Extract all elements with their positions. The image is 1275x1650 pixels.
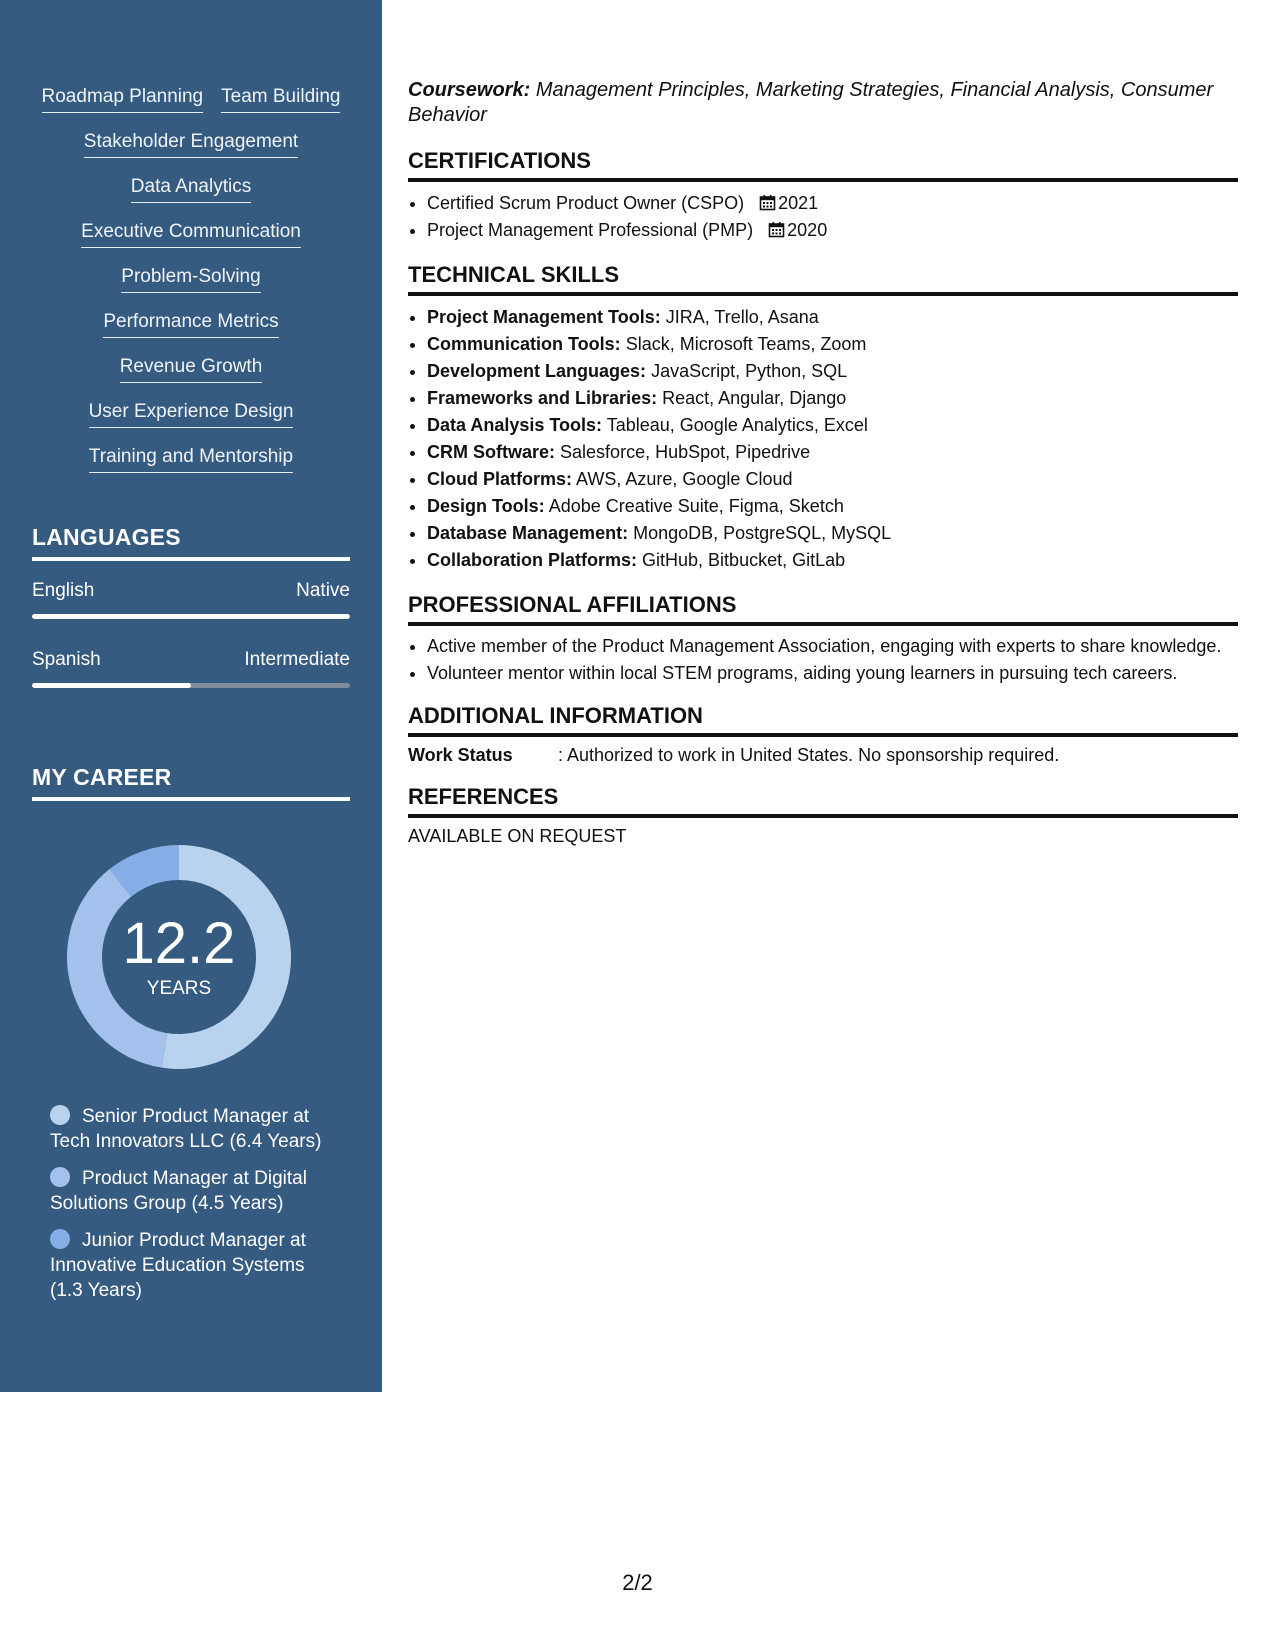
coursework <box>408 78 1238 128</box>
affiliation-item: • Active member of the Product Management Association, engaging with experts to share knowledge. <box>427 634 1238 658</box>
career-legend-item <box>50 1104 330 1154</box>
work-status <box>408 745 1238 766</box>
career-legend <box>50 1104 330 1315</box>
technical-skill-label: CRM Software: <box>427 442 556 462</box>
technical-skill-label: Cloud Platforms: <box>427 469 573 489</box>
technical-skill-label: Design Tools: <box>427 496 545 516</box>
work-status-label: Work Status <box>408 745 513 765</box>
career-legend-item <box>50 1166 330 1216</box>
technical-skill-value: JavaScript, Python, SQL <box>651 361 848 381</box>
career-legend-text: Product Manager at Digital Solutions Group (4.5 Years) <box>50 1168 307 1214</box>
language-spanish <box>32 649 350 688</box>
career-heading: MY CAREER <box>32 764 350 801</box>
language-bar <box>32 683 350 688</box>
technical-skill-value: Adobe Creative Suite, Figma, Sketch <box>548 496 844 516</box>
skill-tag: Data Analytics <box>131 176 251 203</box>
legend-dot-icon <box>50 1167 70 1187</box>
career-total-years: 12.2 <box>122 911 236 976</box>
technical-skill-label: Collaboration Platforms: <box>427 550 638 570</box>
skill-tag: Training and Mentorship <box>89 446 293 473</box>
language-name: Spanish <box>32 649 101 670</box>
career-legend-item <box>50 1228 330 1303</box>
legend-dot-icon <box>50 1105 70 1125</box>
certifications-list <box>408 190 1238 244</box>
skill-tag: Revenue Growth <box>120 356 263 383</box>
language-row <box>32 649 350 671</box>
affiliation-item: • Volunteer mentor within local STEM programs, aiding young learners in pursuing tech careers. <box>427 661 1238 685</box>
language-name: English <box>32 580 95 601</box>
skill-tag: User Experience Design <box>89 401 294 428</box>
technical-skill-item <box>427 304 1238 331</box>
technical-skill-value: Tableau, Google Analytics, Excel <box>606 415 868 435</box>
career-years-label: YEARS <box>146 978 212 999</box>
coursework-label: Coursework: <box>408 79 531 101</box>
technical-skill-value: AWS, Azure, Google Cloud <box>576 469 793 489</box>
language-row <box>32 580 350 602</box>
main-content <box>408 78 1238 847</box>
technical-skill-value: Salesforce, HubSpot, Pipedrive <box>560 442 811 462</box>
certification-year: 2021 <box>778 193 819 213</box>
language-bar <box>32 614 350 619</box>
technical-skill-label: Project Management Tools: <box>427 307 661 327</box>
technical-skill-value: JIRA, Trello, Asana <box>665 307 819 327</box>
technical-skill-item <box>427 439 1238 466</box>
calendar-icon <box>768 221 785 238</box>
language-bar-fill <box>32 614 350 619</box>
sidebar <box>0 0 382 1392</box>
coursework-text: Management Principles, Marketing Strategies, Financial Analysis, Consumer Behavior <box>408 79 1214 126</box>
skills-row <box>0 176 382 221</box>
work-status-value: : Authorized to work in United States. No sponsorship required. <box>558 745 1060 765</box>
affiliations-list <box>408 634 1238 685</box>
skills-row <box>0 266 382 311</box>
technical-skill-item <box>427 493 1238 520</box>
certifications-heading: CERTIFICATIONS <box>408 148 1238 182</box>
skills-row <box>0 446 382 491</box>
technical-skill-value: MongoDB, PostgreSQL, MySQL <box>633 523 892 543</box>
technical-skill-value: React, Angular, Django <box>662 388 847 408</box>
language-level: Intermediate <box>244 649 350 670</box>
certification-name: Certified Scrum Product Owner (CSPO) <box>427 193 745 213</box>
language-english <box>32 580 350 619</box>
career-legend-text: Junior Product Manager at Innovative Education Systems (1.3 Years) <box>50 1230 306 1301</box>
technical-skill-item <box>427 331 1238 358</box>
technical-skill-item <box>427 358 1238 385</box>
technical-skill-label: Data Analysis Tools: <box>427 415 603 435</box>
technical-skill-item <box>427 520 1238 547</box>
certification-name: Project Management Professional (PMP) <box>427 220 754 240</box>
certification-item <box>427 217 1238 244</box>
technical-skill-item <box>427 385 1238 412</box>
language-bar-fill <box>32 683 191 688</box>
certification-item <box>427 190 1238 217</box>
technical-skill-label: Development Languages: <box>427 361 647 381</box>
references-text: AVAILABLE ON REQUEST <box>408 826 627 846</box>
skill-tag: Roadmap Planning <box>42 86 204 113</box>
technical-skill-item <box>427 466 1238 493</box>
technical-skill-item <box>427 547 1238 574</box>
affiliations-heading: PROFESSIONAL AFFILIATIONS <box>408 592 1238 626</box>
legend-dot-icon <box>50 1229 70 1249</box>
skills-row <box>0 311 382 356</box>
career-legend-text: Senior Product Manager at Tech Innovators LLC (6.4 Years) <box>50 1106 322 1152</box>
skill-tag: Stakeholder Engagement <box>84 131 298 158</box>
skill-tag: Team Building <box>221 86 340 113</box>
technical-skill-label: Communication Tools: <box>427 334 621 354</box>
calendar-icon <box>759 194 776 211</box>
additional-info-heading: ADDITIONAL INFORMATION <box>408 703 1238 737</box>
skills-row <box>0 356 382 401</box>
technical-skills-heading: TECHNICAL SKILLS <box>408 262 1238 296</box>
certification-year: 2020 <box>787 220 828 240</box>
technical-skill-item <box>427 412 1238 439</box>
skills-row <box>0 131 382 176</box>
technical-skill-label: Frameworks and Libraries: <box>427 388 658 408</box>
skills-row <box>0 86 382 131</box>
references-heading: REFERENCES <box>408 784 1238 818</box>
technical-skill-value: Slack, Microsoft Teams, Zoom <box>625 334 867 354</box>
skills-list <box>0 86 382 491</box>
skill-tag: Executive Communication <box>81 221 301 248</box>
language-level: Native <box>296 580 350 601</box>
languages-heading: LANGUAGES <box>32 524 350 561</box>
technical-skills-list <box>408 304 1238 574</box>
page-number: 2/2 <box>622 1570 653 1595</box>
skills-row <box>0 221 382 266</box>
skill-tag: Problem-Solving <box>121 266 260 293</box>
technical-skill-label: Database Management: <box>427 523 629 543</box>
skills-row <box>0 401 382 446</box>
career-donut-chart <box>66 844 292 1070</box>
skill-tag: Performance Metrics <box>103 311 278 338</box>
technical-skill-value: GitHub, Bitbucket, GitLab <box>642 550 846 570</box>
